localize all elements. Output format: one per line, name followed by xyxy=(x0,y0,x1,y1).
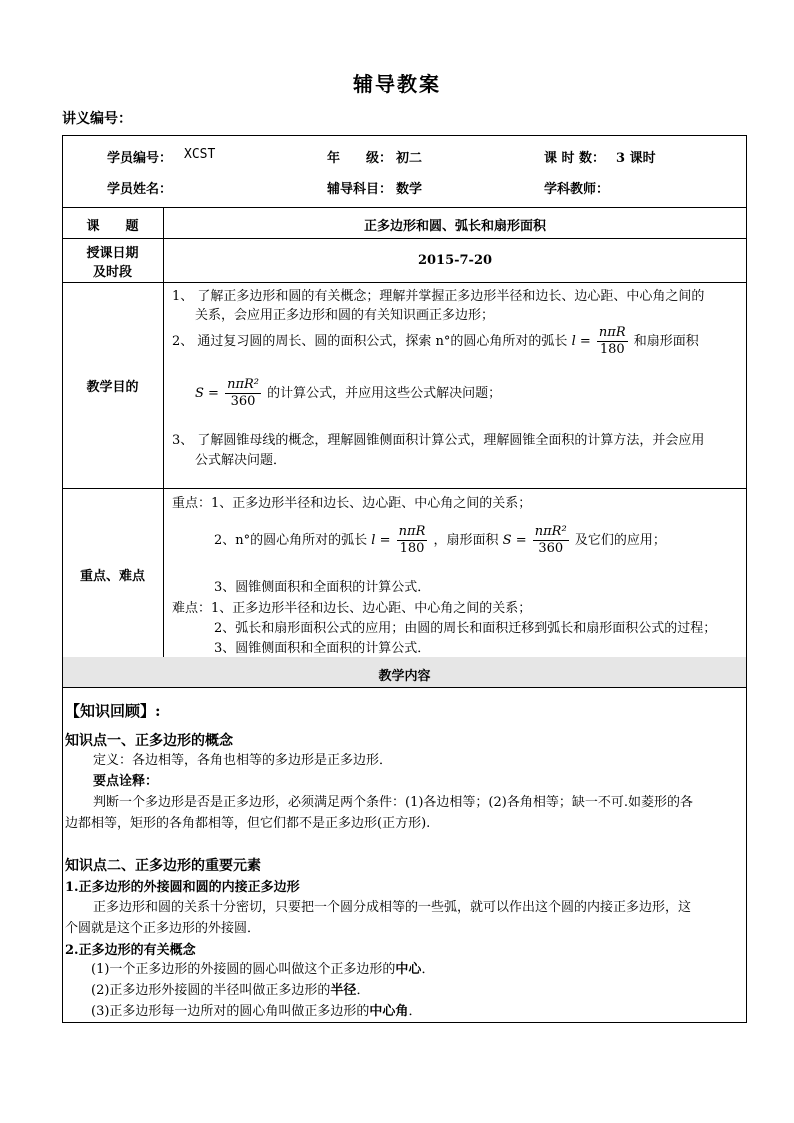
arc-length-fraction xyxy=(397,524,428,557)
equals-sign: = xyxy=(579,334,591,349)
point-2-text-line1: 正多边形和圆的关系十分密切，只要把一个圆分成相等的一些弧，就可以作出这个圆的内接正多边形，这 xyxy=(93,900,692,915)
date-label-line1: 授课日期 xyxy=(86,246,139,261)
fraction-denominator: 180 xyxy=(399,541,425,556)
sector-area-var: S xyxy=(502,533,512,548)
date-value: 2015-7-20 xyxy=(417,253,493,268)
equals-sign: = xyxy=(379,533,391,548)
date-label-line2: 及时段 xyxy=(92,265,132,280)
hours-value: 3 课时 xyxy=(616,151,656,166)
point-1-title: 知识点一、正多边形的概念 xyxy=(65,733,233,749)
sector-area-fraction xyxy=(533,524,569,557)
equals-sign: = xyxy=(208,386,219,401)
arc-length-var: l xyxy=(371,533,376,548)
key-point-1: 重点：1、正多边形半径和边长、边心距、中心角之间的关系； xyxy=(172,496,532,511)
divider-header xyxy=(62,207,747,208)
concept-center xyxy=(65,959,740,980)
point-1-text-line2: 边都相等，矩形的各角都相等，但它们都不是正多边形(正方形). xyxy=(65,816,431,831)
goal-2-text-end: 和扇形面积 xyxy=(633,334,699,349)
fraction-denominator: 180 xyxy=(599,342,625,357)
point-1-tip-label: 要点诠释： xyxy=(93,774,159,789)
column-divider xyxy=(163,207,164,657)
page-title: 辅导教案 xyxy=(353,72,441,96)
student-name-label: 学员姓名： xyxy=(107,182,173,197)
difficulty-3: 3、圆锥侧面积和全面积的计算公式． xyxy=(214,641,431,656)
arc-length-var: l xyxy=(571,334,576,349)
difficulty-1: 难点：1、正多边形半径和边长、边心距、中心角之间的关系； xyxy=(172,601,532,616)
student-no-value: XCST xyxy=(184,147,216,162)
key-point-2 xyxy=(214,523,666,559)
goal-2-text: 2、 通过复习圆的周长、圆的面积公式，探索 n°的圆心角所对的弧长 xyxy=(172,334,568,349)
goal-2-line2 xyxy=(195,377,501,411)
subject-label: 辅导科目： xyxy=(327,182,393,197)
topic-value: 正多边形和圆、弧长和扇形面积 xyxy=(363,219,546,234)
subject-value: 数学 xyxy=(396,182,423,197)
fraction-denominator: 360 xyxy=(230,394,256,409)
concept-radius xyxy=(65,980,740,1001)
point-2-text-line2: 个圆就是这个正多边形的外接圆． xyxy=(65,921,261,936)
teacher-label: 学科教师： xyxy=(544,182,610,197)
goal-1-line1: 1、 了解正多边形和圆的有关概念；理解并掌握正多边形半径和边长、边心距、中心角之间的 xyxy=(172,289,705,304)
arc-length-fraction xyxy=(597,325,628,358)
key-point-2-text: 2、n°的圆心角所对的弧长 xyxy=(214,533,368,548)
fraction-numerator: nπR² xyxy=(227,377,260,392)
topic-label: 课 题 xyxy=(86,219,139,234)
divider-content-header xyxy=(62,687,747,688)
concept-term: 中心 xyxy=(395,962,422,977)
concept-central-angle xyxy=(65,1001,740,1022)
concept-term: 中心角 xyxy=(369,1004,409,1019)
fraction-numerator: nπR xyxy=(598,325,626,340)
divider-date xyxy=(62,282,747,283)
concept-period: ． xyxy=(421,962,435,977)
grade-label: 年 级： xyxy=(327,151,393,166)
concept-term: 半径 xyxy=(330,983,357,998)
content-header: 教学内容 xyxy=(378,669,431,684)
grade-value: 初二 xyxy=(396,151,423,166)
concept-text: (3)正多边形每一边所对的圆心角叫做正多边形的 xyxy=(91,1004,370,1019)
difficulty-2: 2、弧长和扇形面积公式的应用；由圆的周长和面积迁移到弧长和扇形面积公式的过程； xyxy=(214,621,717,636)
fraction-denominator: 360 xyxy=(538,541,564,556)
divider-goals xyxy=(62,488,747,489)
goal-2-line1 xyxy=(172,325,699,359)
point-2-subtitle-1: 1.正多边形的外接圆和圆的内接正多边形 xyxy=(65,880,300,895)
review-heading: 【知识回顾】: xyxy=(65,702,161,720)
goal-1-line2: 关系，会应用正多边形和圆的有关知识画正多边形； xyxy=(195,308,495,323)
point-2-subtitle-2: 2.正多边形的有关概念 xyxy=(65,943,196,958)
point-2-title: 知识点二、正多边形的重要元素 xyxy=(65,858,261,874)
concept-period: ． xyxy=(408,1004,422,1019)
equals-sign: = xyxy=(515,533,527,548)
goal-3-line1: 3、 了解圆锥母线的概念，理解圆锥侧面积计算公式，理解圆锥全面积的计算方法，并会应用 xyxy=(172,433,705,448)
concept-period: ． xyxy=(356,983,370,998)
point-1-text-line1: 判断一个多边形是否是正多边形，必须满足两个条件：(1)各边相等；(2)各角相等；缺一不可.如菱形的各 xyxy=(93,795,693,810)
fraction-numerator: nπR² xyxy=(534,524,567,539)
concept-text: (1)一个正多边形的外接圆的圆心叫做这个正多边形的 xyxy=(91,962,396,977)
sector-area-var: S xyxy=(195,386,204,401)
point-1-definition: 定义：各边相等，各角也相等的多边形是正多边形． xyxy=(93,753,393,768)
handout-number-label: 讲义编号： xyxy=(62,111,132,127)
goal-3-line2: 公式解决问题． xyxy=(195,453,287,468)
hours-label: 课 时 数： xyxy=(544,151,606,166)
goal-2-text-b: 的计算公式，并应用这些公式解决问题； xyxy=(267,386,502,401)
goals-label: 教学目的 xyxy=(86,380,139,395)
student-no-label: 学员编号： xyxy=(107,151,173,166)
divider-topic xyxy=(62,238,747,239)
keypoints-label: 重点、难点 xyxy=(79,569,145,584)
concept-text: (2)正多边形外接圆的半径叫做正多边形的 xyxy=(91,983,331,998)
key-point-2-mid: ，扇形面积 xyxy=(433,533,499,548)
key-point-3: 3、圆锥侧面积和全面积的计算公式． xyxy=(214,580,431,595)
key-point-2-end: 及它们的应用； xyxy=(574,533,666,548)
sector-area-fraction xyxy=(225,377,261,410)
fraction-numerator: nπR xyxy=(398,524,426,539)
